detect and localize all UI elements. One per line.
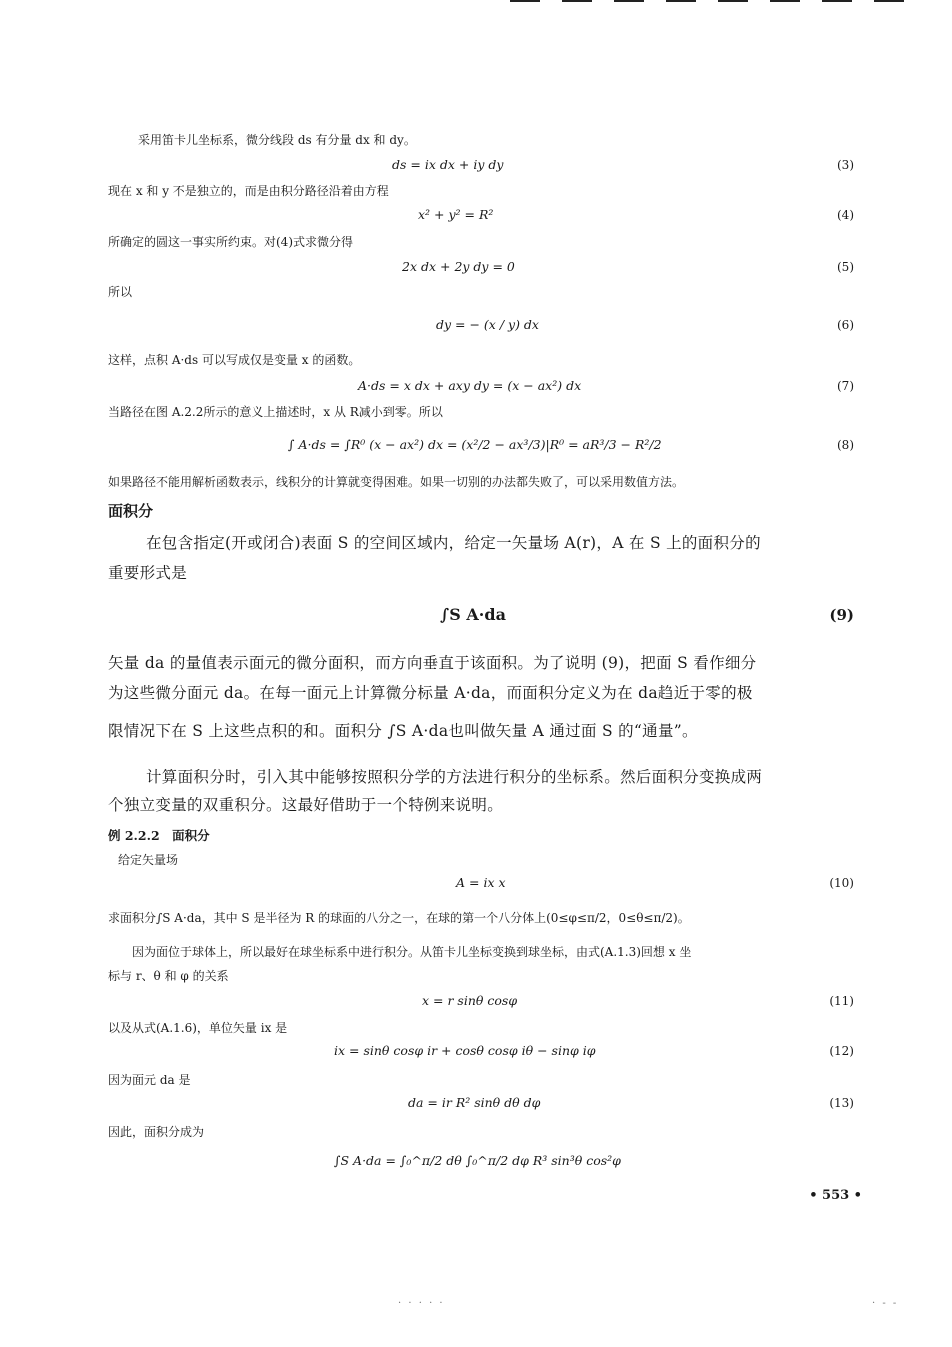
scan-noise: · - - <box>872 1298 899 1309</box>
equation-number: (5) <box>837 260 854 274</box>
equation: x = r sinθ cosφ <box>422 993 518 1008</box>
text-line: 所以 <box>108 285 133 299</box>
text-line: 当路径在图 A.2.2所示的意义上描述时，x 从 R减小到零。所以 <box>108 405 443 419</box>
text-line: 个独立变量的双重积分。这最好借助于一个特例来说明。 <box>108 796 504 814</box>
text-line: 因为面元 da 是 <box>108 1073 191 1087</box>
equation-number: (13) <box>829 1096 854 1110</box>
equation-number: (9) <box>829 606 854 624</box>
equation: ∫S A·da = ∫₀^π/2 dθ ∫₀^π/2 dφ R³ sin³θ cos²φ <box>334 1153 621 1168</box>
top-rule-mark <box>874 0 904 2</box>
text-line: 这样，点积 A·ds 可以写成仅是变量 x 的函数。 <box>108 353 361 367</box>
equation-number: (4) <box>837 208 854 222</box>
text-line: 如果路径不能用解析函数表示，线积分的计算就变得困难。如果一切别的办法都失败了，可以采用数值方法。 <box>108 475 685 489</box>
text-line: 给定矢量场 <box>118 853 179 867</box>
equation: ∫S A·da <box>440 605 506 624</box>
equation-number: (8) <box>837 438 854 452</box>
top-rule-mark <box>718 0 748 2</box>
page-number: • 553 • <box>809 1188 862 1203</box>
text-line: 矢量 da 的量值表示面元的微分面积，而方向垂直于该面积。为了说明 (9)，把面 S 看作细分 <box>108 654 757 672</box>
text-line: 限情况下在 S 上这些点积的和。面积分 ∫S A·da也叫做矢量 A 通过面 S 的“通量”。 <box>108 722 698 740</box>
equation-number: (11) <box>829 994 854 1008</box>
text-line: 在包含指定(开或闭合)表面 S 的空间区域内，给定一矢量场 A(r)，A 在 S 上的面积分的 <box>146 534 761 552</box>
example-heading: 例 2.2.2 面积分 <box>108 828 210 843</box>
top-rule-mark <box>614 0 644 2</box>
equation: dy = − (x / y) dx <box>436 317 539 332</box>
text-line: 为这些微分面元 da。在每一面元上计算微分标量 A·da，而面积分定义为在 da趋近于零的极 <box>108 684 753 702</box>
equation-number: (3) <box>837 158 854 172</box>
top-rule-mark <box>770 0 800 2</box>
text-line: 因为面位于球体上，所以最好在球坐标系中进行积分。从笛卡儿坐标变换到球坐标，由式(A.1.3)回想 x 坐 <box>132 945 692 959</box>
equation: ds = ix dx + iy dy <box>392 157 504 172</box>
section-heading: 面积分 <box>108 502 154 520</box>
top-rule-mark <box>666 0 696 2</box>
equation-number: (12) <box>829 1044 854 1058</box>
equation: A = ix x <box>456 875 506 890</box>
top-rule-mark <box>822 0 852 2</box>
equation-number: (10) <box>829 876 854 890</box>
equation: ∫ A·ds = ∫R⁰ (x − ax²) dx = (x²/2 − ax³/3)|R⁰ = aR³/3 − R²/2 <box>288 437 662 452</box>
text-line: 因此，面积分成为 <box>108 1125 205 1139</box>
equation: ix = sinθ cosφ ir + cosθ cosφ iθ − sinφ iφ <box>334 1043 596 1058</box>
equation: da = ir R² sinθ dθ dφ <box>408 1095 541 1110</box>
equation: 2x dx + 2y dy = 0 <box>402 259 515 274</box>
text-line: 所确定的圆这一事实所约束。对(4)式求微分得 <box>108 235 353 249</box>
text-line: 以及从式(A.1.6)，单位矢量 ix 是 <box>108 1021 288 1035</box>
equation: A·ds = x dx + axy dy = (x − ax²) dx <box>358 378 582 393</box>
text-line: 标与 r、θ 和 φ 的关系 <box>108 969 229 983</box>
top-rule-mark <box>510 0 540 2</box>
equation-number: (6) <box>837 318 854 332</box>
equation-number: (7) <box>837 379 854 393</box>
text-line: 计算面积分时，引入其中能够按照积分学的方法进行积分的坐标系。然后面积分变换成两 <box>146 768 763 786</box>
text-line: 现在 x 和 y 不是独立的，而是由积分路径沿着由方程 <box>108 184 389 198</box>
text-line: 重要形式是 <box>108 564 188 582</box>
equation: x² + y² = R² <box>418 207 494 222</box>
top-rule-mark <box>562 0 592 2</box>
text-line: 求面积分∫S A·da，其中 S 是半径为 R 的球面的八分之一，在球的第一个八分体上(0≤φ≤π/2，0≤θ≤π/2)。 <box>108 911 690 925</box>
scan-noise: · · · · · <box>398 1298 445 1309</box>
text-line: 采用笛卡儿坐标系，微分线段 ds 有分量 dx 和 dy。 <box>138 133 416 147</box>
